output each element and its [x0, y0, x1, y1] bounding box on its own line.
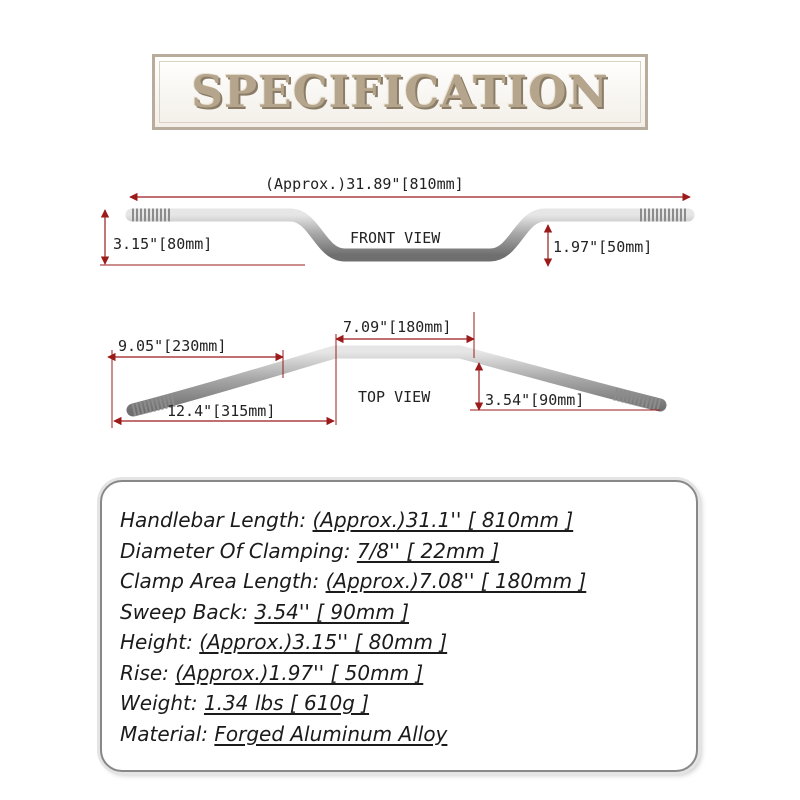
top-view-label: TOP VIEW	[358, 388, 431, 406]
spec-row-handlebar-length	[120, 505, 586, 536]
spec-row-weight	[120, 688, 586, 719]
spec-value: 1.34 lbs [ 610g ]	[203, 691, 370, 715]
spec-value: 3.54'' [ 90mm ]	[254, 599, 409, 624]
title-inner-frame	[159, 61, 641, 123]
spec-value: (Approx.)1.97'' [ 50mm ]	[175, 660, 424, 685]
front-view-label: FRONT VIEW	[350, 229, 441, 247]
lower-length-dimension-label: 12.4"[315mm]	[167, 402, 276, 420]
length-dimension-label: (Approx.)31.89"[810mm]	[265, 175, 464, 193]
spec-value: (Approx.)31.1'' [ 810mm ]	[312, 508, 574, 532]
spec-label: Diameter Of Clamping:	[120, 538, 351, 563]
spec-row-material	[120, 719, 586, 750]
spec-label: Height:	[120, 630, 193, 654]
spec-list	[120, 505, 586, 749]
clamp-dimension-label: 7.09"[180mm]	[343, 318, 452, 336]
spec-row-rise	[120, 658, 586, 689]
spec-label: Material:	[120, 721, 208, 746]
spec-label: Sweep Back:	[120, 599, 249, 624]
spec-label: Handlebar Length:	[120, 508, 307, 532]
spec-row-diameter	[120, 536, 586, 567]
spec-value: Forged Aluminum Alloy	[214, 721, 448, 746]
spec-label: Weight:	[120, 691, 198, 715]
spec-value: (Approx.)3.15'' [ 80mm ]	[199, 630, 448, 654]
spec-row-clamp-area	[120, 566, 586, 597]
page-title: SPECIFICATION	[191, 66, 609, 118]
rise-dimension-label: 1.97"[50mm]	[553, 238, 653, 256]
title-banner	[152, 54, 648, 130]
spec-row-sweep-back	[120, 597, 586, 628]
spec-value: (Approx.)7.08'' [ 180mm ]	[325, 569, 587, 593]
height-dimension-label: 3.15"[80mm]	[113, 235, 213, 253]
spec-value: 7/8'' [ 22mm ]	[356, 538, 500, 563]
spec-row-height	[120, 627, 586, 658]
specification-panel	[100, 480, 698, 772]
handlebar-diagram	[0, 140, 800, 440]
sweep-dimension-label: 3.54"[90mm]	[485, 391, 585, 409]
upper-length-dimension-label: 9.05"[230mm]	[118, 337, 227, 355]
spec-label: Clamp Area Length:	[120, 569, 320, 593]
spec-label: Rise:	[120, 660, 169, 685]
